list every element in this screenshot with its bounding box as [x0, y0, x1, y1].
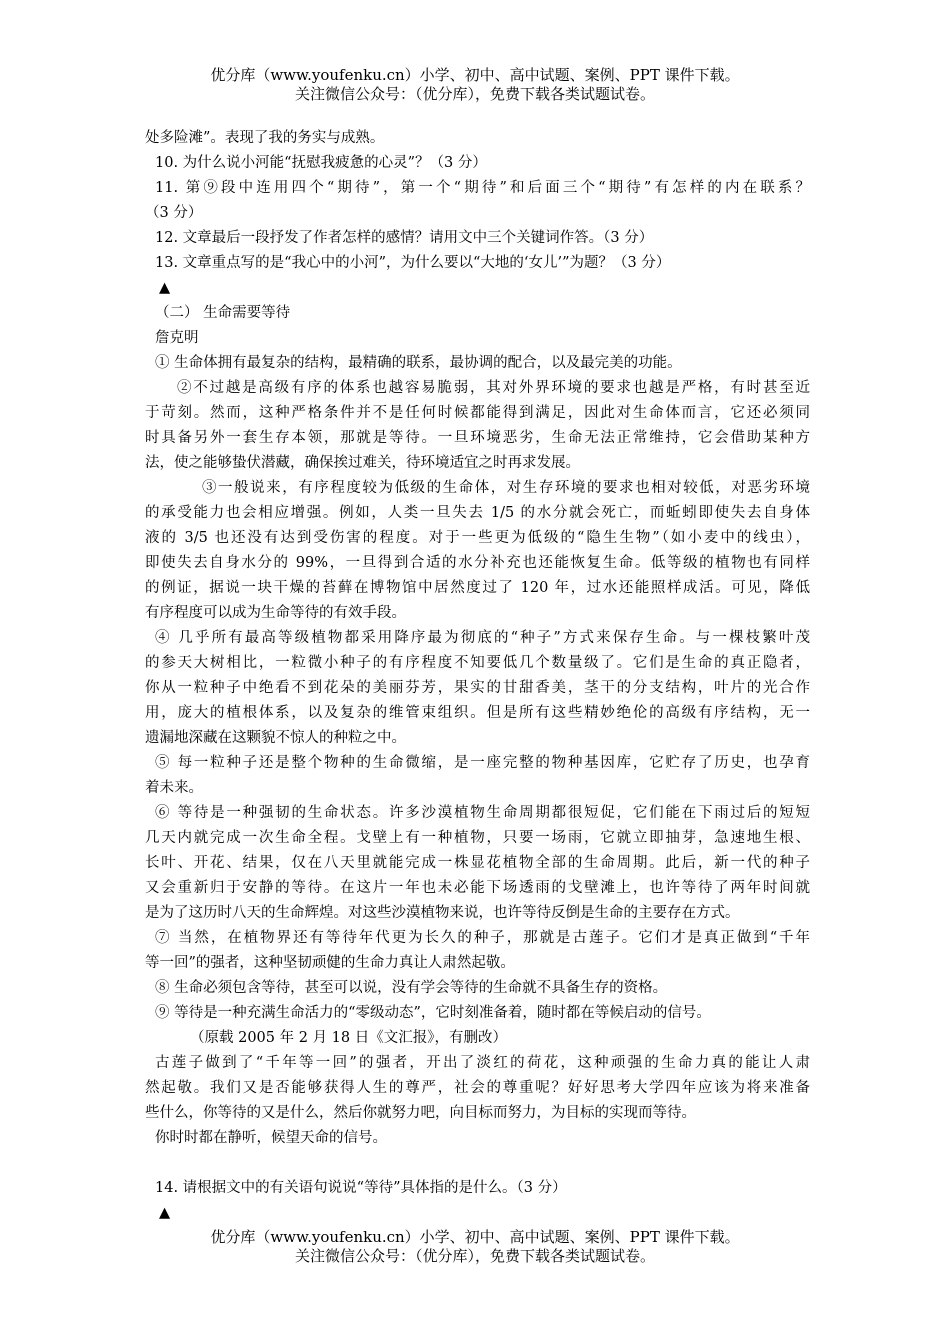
paragraph-3-line: 的例证，据说一块干燥的苔藓在博物馆中居然度过了 120 年，过水还能照样成活。可见，降低 — [145, 580, 810, 596]
paragraph-6-line: 是为了这历时八天的生命辉煌。对这些沙漠植物来说，也许等待反倒是生命的主要存在方式。 — [145, 905, 740, 921]
paragraph-6-line: 几天内就完成一次生命全程。戈壁上有一种植物，只要一场雨，它就立即抽芽，急速地生根、 — [145, 830, 810, 846]
question-14: 14. 请根据文中的有关语句说说“等待”具体指的是什么。（3 分） — [155, 1180, 567, 1196]
paragraph-4-line: 用，庞大的植根体系，以及复杂的维管束组织。但是所有这些精妙绝伦的高级有序结构，无一 — [145, 705, 810, 721]
header-line-2: 关注微信公众号：（优分库），免费下载各类试题试卷。 — [294, 85, 655, 103]
source-citation: （原载 2005 年 2 月 18 日《文汇报》，有删改） — [190, 1030, 507, 1046]
paragraph-5-line: 着未来。 — [145, 780, 203, 796]
paragraph-9: ⑨ 等待是一种充满生命活力的“零级动态”，它时刻准备着，随时都在等候启动的信号。 — [155, 1005, 711, 1021]
paragraph-5-line: ⑤ 每一粒种子还是整个物种的生命微缩，是一座完整的物种基因库，它贮存了历史，也孕育 — [155, 755, 810, 771]
paragraph-8: ⑧ 生命必须包含等待，甚至可以说，没有学会等待的生命就不具备生存的资格。 — [155, 980, 668, 996]
question-12: 12. 文章最后一段抒发了作者怎样的感情？请用文中三个关键词作答。（3 分） — [155, 230, 654, 246]
footer-line-2: 关注微信公众号：（优分库），免费下载各类试题试卷。 — [294, 1247, 655, 1265]
paragraph-6-line: ⑥ 等待是一种强韧的生命状态。许多沙漠植物生命周期都很短促，它们能在下雨过后的短短 — [155, 805, 810, 821]
paragraph-6-line: 又会重新归于安静的等待。在这片一年也未必能下场透雨的戈壁滩上，也许等待了两年时间就 — [145, 880, 810, 896]
footer-line-1: 优分库（www.youfenku.cn）小学、初中、高中试题、案例、PPT 课件下载。 — [210, 1228, 740, 1246]
afterword-line: 些什么，你等待的又是什么，然后你就努力吧，向目标而努力，为目标的实现而等待。 — [145, 1105, 696, 1121]
page-footer — [0, 1228, 950, 1266]
author: 詹克明 — [155, 330, 199, 346]
afterword-line: 你时时都在静听，候望天命的信号。 — [155, 1130, 387, 1146]
paragraph-4-line: 的参天大树相比，一粒微小种子的有序程度不知要低几个数量级了。它们是生命的真正隐者， — [145, 655, 810, 671]
paragraph-2-line: ②不过越是高级有序的体系也越容易脆弱，其对外界环境的要求也越是严格，有时甚至近 — [177, 380, 810, 396]
paragraph-2-line: 于苛刻。然而，这种严格条件并不是任何时候都能得到满足，因此对生命体而言，它还必须同 — [145, 405, 810, 421]
afterword-line: 古莲子做到了“千年等一回”的强者，开出了淡红的荷花，这种顽强的生命力真的能让人肃 — [155, 1055, 810, 1071]
document-body — [145, 126, 810, 1226]
paragraph-2-line: 法，使之能够蛰伏潜藏，确保挨过难关，待环境适宜之时再求发展。 — [145, 455, 580, 471]
answer-mark: ▲ — [159, 280, 171, 296]
question-11-line-1: 11. 第⑨段中连用四个“期待”，第一个“期待”和后面三个“期待”有怎样的内在联系？ — [155, 180, 810, 196]
question-13: 13. 文章重点写的是“我心中的小河”，为什么要以“大地的‘女儿’”为题？（3 分） — [155, 255, 671, 271]
paragraph-4-line: 你从一粒种子中绝看不到花朵的美丽芬芳，果实的甘甜香美，茎干的分支结构，叶片的光合作 — [145, 680, 810, 696]
paragraph-3-line: 即使失去自身水分的 99%，一旦得到合适的水分补充也还能恢复生命。低等级的植物也有同样 — [145, 555, 810, 571]
question-11-line-2: （3 分） — [145, 205, 203, 221]
answer-mark: ▲ — [159, 1205, 171, 1221]
paragraph-4-line: 遗漏地深藏在这颗貌不惊人的种粒之中。 — [145, 730, 406, 746]
paragraph-7-line: 等一回”的强者，这种坚韧顽健的生命力真让人肃然起敬。 — [145, 955, 515, 971]
page-header — [0, 66, 950, 104]
question-10: 10. 为什么说小河能“抚慰我疲惫的心灵”？（3 分） — [155, 155, 487, 171]
paragraph-3-line: 液的 3/5 也还没有达到受伤害的程度。对于一些更为低级的“隐生生物”（如小麦中的线虫）， — [145, 530, 810, 546]
header-line-1: 优分库（www.youfenku.cn）小学、初中、高中试题、案例、PPT 课件下载。 — [210, 66, 740, 84]
section-title: （二） 生命需要等待 — [155, 305, 291, 321]
paragraph-7-line: ⑦ 当然，在植物界还有等待年代更为长久的种子，那就是古莲子。它们才是真正做到“千年 — [155, 930, 810, 946]
paragraph-2-line: 时具备另外一套生存本领，那就是等待。一旦环境恶劣，生命无法正常维持，它会借助某种方 — [145, 430, 810, 446]
intro-tail: 处多险滩”。表现了我的务实与成熟。 — [145, 130, 385, 146]
paragraph-4-line: ④ 几乎所有最高等级植物都采用降序最为彻底的“种子”方式来保存生命。与一棵枝繁叶茂 — [155, 630, 810, 646]
paragraph-3-line: 的承受能力也会相应增强。例如，人类一旦失去 1/5 的水分就会死亡，而蚯蚓即使失去自身体 — [145, 505, 810, 521]
paragraph-1: ① 生命体拥有最复杂的结构，最精确的联系，最协调的配合，以及最完美的功能。 — [155, 355, 682, 371]
blank-line — [145, 1151, 810, 1176]
paragraph-6-line: 长叶、开花、结果，仅在八天里就能完成一株显花植物全部的生命周期。此后，新一代的种子 — [145, 855, 810, 871]
afterword-line: 然起敬。我们又是否能够获得人生的尊严，社会的尊重呢？好好思考大学四年应该为将来准备 — [145, 1080, 810, 1096]
paragraph-3-line: ③一般说来，有序程度较为低级的生命体，对生存环境的要求也相对较低，对恶劣环境 — [202, 480, 810, 496]
paragraph-3-line: 有序程度可以成为生命等待的有效手段。 — [145, 605, 406, 621]
